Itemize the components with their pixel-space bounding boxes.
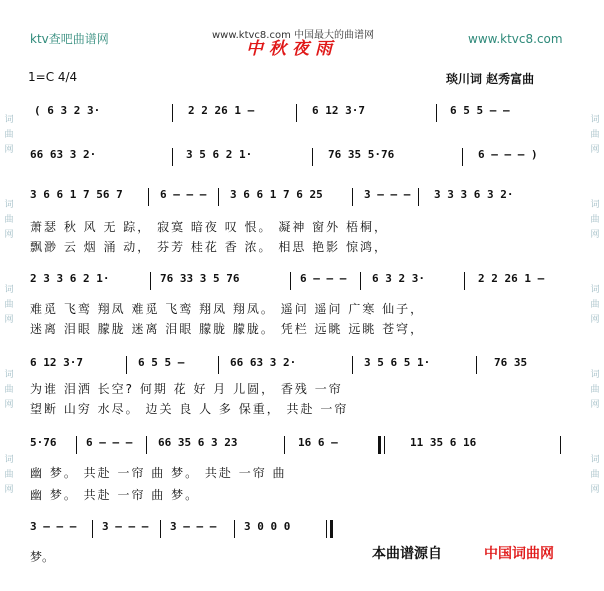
side-watermark-char: 词 — [590, 115, 600, 125]
side-watermark-char: 词 — [4, 200, 14, 210]
lyric-line: 幽 梦。 共赴 一帘 曲 梦。 共赴 一帘 曲 — [30, 466, 287, 480]
credits: 琰川词 赵秀富曲 — [446, 72, 535, 86]
measure: 3 6 6 1 7 6 25 — [230, 188, 323, 201]
side-watermark-char: 网 — [590, 315, 600, 325]
measure: 16 6 — — [298, 436, 338, 449]
measure: 6 5 5 — — [138, 356, 185, 369]
lyric-line: 幽 梦。 共赴 一帘 曲 梦。 — [30, 488, 200, 502]
measure: 2 2 26 1 — — [478, 272, 545, 285]
side-watermark-char: 词 — [4, 370, 14, 380]
measure: 3 6 6 1 7 56 7 — [30, 188, 123, 201]
measure: 3 3 3 6 3 2· — [434, 188, 514, 201]
side-watermark-char: 词 — [4, 455, 14, 465]
measure: 2 3 3 6 2 1· — [30, 272, 110, 285]
music-row-5 — [0, 356, 604, 378]
measure: 6 — — — ) — [478, 148, 538, 161]
brand-link[interactable]: 中国词曲网 — [484, 546, 554, 562]
measure: 11 35 6 16 — [410, 436, 477, 449]
measure: 3 5 6 5 1· — [364, 356, 431, 369]
measure: 3 — — — — [364, 188, 411, 201]
measure: 6 — — — — [300, 272, 347, 285]
side-watermark-char: 曲 — [590, 470, 600, 480]
measure: 76 33 3 5 76 — [160, 272, 240, 285]
measure: 3 5 6 2 1· — [186, 148, 253, 161]
music-row-1 — [0, 104, 604, 126]
measure: 76 35 5·76 — [328, 148, 395, 161]
side-watermark-char: 曲 — [4, 385, 14, 395]
side-watermark-char: 词 — [590, 370, 600, 380]
side-watermark-char: 曲 — [4, 130, 14, 140]
watermark-center: www.ktvc8.com 中国最大的曲谱网 — [212, 30, 375, 41]
side-watermark-char: 曲 — [4, 215, 14, 225]
watermark-right: www.ktvc8.com — [468, 32, 563, 46]
lyric-line: 萧瑟 秋 风 无 踪， 寂寞 暗夜 叹 恨。 凝神 窗外 梧桐， — [30, 220, 388, 234]
song-title: 中秋夜雨 — [246, 39, 338, 59]
side-watermark-char: 网 — [590, 485, 600, 495]
side-watermark-char: 词 — [4, 285, 14, 295]
side-watermark-char: 曲 — [4, 300, 14, 310]
measure: 6 5 5 — — — [450, 104, 510, 117]
side-watermark-right — [588, 0, 602, 591]
lyric-line: 难觅 飞鸾 翔凤 难觅 飞鸾 翔凤 翔凤。 遥问 遥问 广寒 仙子， — [30, 302, 425, 316]
music-row-3 — [0, 188, 604, 210]
side-watermark-char: 词 — [4, 115, 14, 125]
music-row-2 — [0, 148, 604, 170]
side-watermark-char: 词 — [590, 455, 600, 465]
measure: 3 — — — — [102, 520, 149, 533]
measure: 6 3 2 3· — [372, 272, 425, 285]
side-watermark-char: 词 — [590, 285, 600, 295]
side-watermark-char: 词 — [590, 200, 600, 210]
side-watermark-char: 网 — [4, 315, 14, 325]
lyric-line: 梦。 — [30, 550, 55, 564]
measure: 6 — — — — [160, 188, 207, 201]
measure: 3 0 0 0 — [244, 520, 291, 533]
measure: 6 12 3·7 — [312, 104, 365, 117]
music-row-6 — [0, 436, 604, 458]
side-watermark-char: 网 — [590, 145, 600, 155]
side-watermark-char: 网 — [4, 145, 14, 155]
side-watermark-char: 网 — [590, 230, 600, 240]
music-row-7 — [0, 520, 604, 542]
measure: 66 35 6 3 23 — [158, 436, 238, 449]
lyric-line: 望断 山穷 水尽。 边关 良 人 多 保重， 共赴 一帘 — [30, 402, 349, 416]
measure: 5·76 — [30, 436, 57, 449]
measure: 3 — — — — [30, 520, 77, 533]
measure: 66 63 3 2· — [30, 148, 97, 161]
watermark-left: ktv查吧曲谱网 — [30, 32, 109, 46]
lyric-line: 迷离 泪眼 朦胧 迷离 泪眼 朦胧 朦胧。 凭栏 远眺 远眺 苍穹， — [30, 322, 425, 336]
lyric-line: 飘渺 云 烟 涌 动， 芬芳 桂花 香 浓。 相思 艳影 惊鸿， — [30, 240, 388, 254]
side-watermark-char: 曲 — [590, 385, 600, 395]
measure: ( 6 3 2 3· — [34, 104, 101, 117]
measure: 6 12 3·7 — [30, 356, 83, 369]
measure: 6 — — — — [86, 436, 133, 449]
side-watermark-char: 网 — [4, 400, 14, 410]
measure: 3 — — — — [170, 520, 217, 533]
key-signature: 1=C 4/4 — [28, 70, 78, 84]
measure: 2 2 26 1 — — [188, 104, 255, 117]
side-watermark-char: 曲 — [4, 470, 14, 480]
measure: 66 63 3 2· — [230, 356, 297, 369]
side-watermark-char: 曲 — [590, 300, 600, 310]
measure: 76 35 — [494, 356, 528, 369]
side-watermark-char: 网 — [4, 230, 14, 240]
side-watermark-char: 曲 — [590, 130, 600, 140]
side-watermark-left — [2, 0, 16, 591]
source-label: 本曲谱源自 — [372, 546, 442, 562]
side-watermark-char: 曲 — [590, 215, 600, 225]
lyric-line: 为谁 泪洒 长空? 何期 花 好 月 儿圆， 香残 一帘 — [30, 382, 343, 396]
side-watermark-char: 网 — [590, 400, 600, 410]
side-watermark-char: 网 — [4, 485, 14, 495]
music-row-4 — [0, 272, 604, 294]
